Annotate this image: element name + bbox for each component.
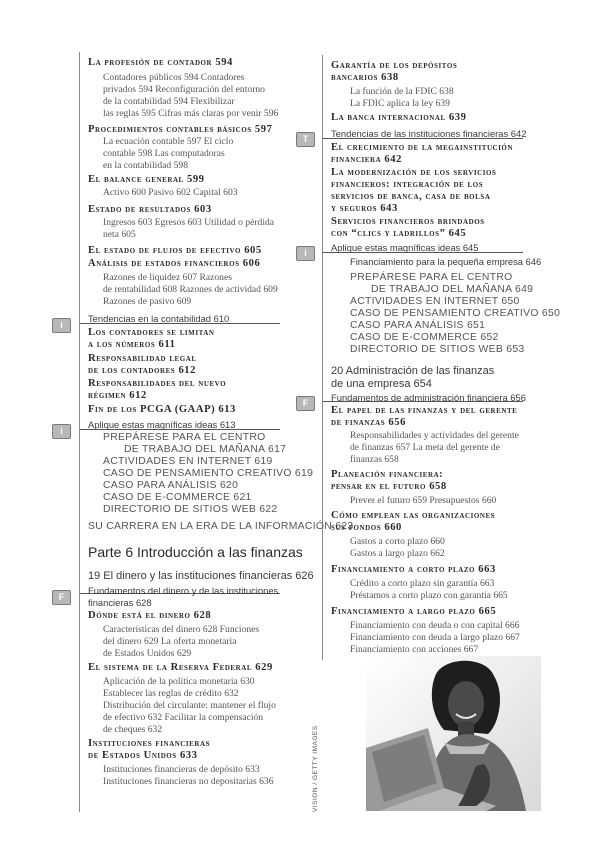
left-toc-entry: Ingresos 603 Egresos 603 Utilidad o pérdida [103, 217, 275, 228]
left-toc-entry: en la contabilidad 598 [103, 160, 188, 171]
right-toc-entry: CASO DE E-COMMERCE 652 [350, 332, 499, 343]
right-toc-heading: Cómo emplean las organizaciones [331, 510, 496, 521]
right-toc-heading: servicios de banca, casa de bolsa [331, 191, 491, 202]
left-toc-entry: Distribución del circulante: mantener el flujo [103, 700, 276, 711]
right-toc-entry: Tendencias de las instituciones financieras 642 [331, 128, 527, 139]
right-toc-entry: Financiamiento con deuda o con capital 666 [350, 620, 520, 631]
right-toc-heading: La banca internacional 639 [331, 112, 467, 123]
right-toc-heading: La modernización de los servicios [331, 167, 497, 178]
left-toc-entry: Instituciones financieras de depósito 633 [103, 764, 260, 775]
right-toc-heading: bancarios 638 [331, 72, 399, 83]
right-toc-entry: de finanzas 657 La meta del gerente de [350, 442, 500, 453]
right-toc-heading: El crecimiento de la megainstitución [331, 142, 514, 153]
right-toc-entry: DIRECTORIO DE SITIOS WEB 653 [350, 344, 525, 355]
left-toc-entry: DE TRABAJO DEL MAÑANA 617 [124, 444, 287, 455]
right-toc-entry: de una empresa 654 [331, 378, 432, 390]
section-badge-icon: F [52, 590, 71, 605]
left-toc-entry: 19 El dinero y las instituciones financieras 626 [88, 570, 314, 582]
left-toc-heading: Análisis de estados financieros 606 [88, 258, 261, 269]
right-toc-heading: y seguros 643 [331, 203, 398, 214]
left-toc-entry: las reglas 595 Cifras más claras por venir 596 [103, 108, 279, 119]
left-toc-entry: Razones de liquidez 607 Razones [103, 272, 232, 283]
left-toc-heading: Los contadores se limitan [88, 327, 215, 338]
left-toc-heading: de los contadores 612 [88, 365, 196, 376]
right-toc-heading: pensar en el futuro 658 [331, 481, 447, 492]
section-badge-icon: i [52, 424, 71, 439]
left-toc-heading: a los números 611 [88, 339, 176, 350]
right-toc-entry: Aplique estas magníficas ideas 645 [331, 242, 479, 253]
left-toc-entry: CASO DE E-COMMERCE 621 [103, 492, 252, 503]
right-toc-entry: La FDIC aplica la ley 639 [350, 98, 450, 109]
left-toc-entry: financieras 628 [88, 597, 152, 608]
left-toc-heading: Procedimientos contables básicos 597 [88, 124, 273, 135]
left-toc-entry: Tendencias en la contabilidad 610 [88, 313, 230, 324]
left-toc-heading: régimen 612 [88, 390, 147, 401]
left-toc-entry: Características del dinero 628 Funciones [103, 624, 260, 635]
right-toc-entry: Financiamiento para la pequeña empresa 646 [350, 256, 542, 267]
left-toc-heading: El estado de flujos de efectivo 605 [88, 245, 262, 256]
left-toc-entry: ACTIVIDADES EN INTERNET 619 [103, 456, 273, 467]
right-toc-heading: con “clics y ladrillos” 645 [331, 228, 467, 239]
left-toc-heading: Fin de los PCGA (GAAP) 613 [88, 404, 236, 415]
section-badge-icon: i [52, 318, 71, 333]
right-toc-heading: sus fondos 660 [331, 522, 402, 533]
right-toc-heading: de finanzas 656 [331, 417, 406, 428]
right-toc-heading: Financiamiento a corto plazo 663 [331, 564, 496, 575]
left-toc-entry: de cheques 632 [103, 724, 163, 735]
section-badge-icon: T [296, 132, 315, 147]
left-toc-entry: CASO DE PENSAMIENTO CREATIVO 619 [103, 468, 314, 479]
left-toc-heading: El balance general 599 [88, 174, 205, 185]
left-toc-entry: DIRECTORIO DE SITIOS WEB 622 [103, 504, 278, 515]
right-toc-heading: El papel de las finanzas y del gerente [331, 405, 518, 416]
left-toc-entry: Aplique estas magníficas ideas 613 [88, 419, 236, 430]
right-toc-heading: financiera 642 [331, 154, 402, 165]
left-toc-heading: Dónde está el dinero 628 [88, 610, 212, 621]
left-toc-entry: Aplicación de la política monetaria 630 [103, 676, 255, 687]
section-badge-icon: i [296, 246, 315, 261]
right-toc-entry: Prever el futuro 659 Presupuestos 660 [350, 495, 497, 506]
left-toc-heading: La profesión de contador 594 [88, 57, 233, 68]
right-toc-entry: CASO PARA ANÁLISIS 651 [350, 320, 486, 331]
left-toc-entry: Instituciones financieras no depositarias 636 [103, 776, 274, 787]
right-toc-entry: Responsabilidades y actividades del gerente [350, 430, 519, 441]
left-toc-entry: PREPÁRESE PARA EL CENTRO [103, 432, 266, 443]
left-toc-entry: La ecuación contable 597 El ciclo [103, 136, 234, 147]
left-toc-heading: Responsabilidades del nuevo [88, 378, 227, 389]
left-toc-entry: CASO PARA ANÁLISIS 620 [103, 480, 239, 491]
right-toc-entry: PREPÁRESE PARA EL CENTRO [350, 272, 513, 283]
right-toc-entry: Financiamiento con acciones 667 [350, 644, 479, 655]
right-toc-entry: Préstamos a corto plazo con garantía 665 [350, 590, 508, 601]
left-toc-heading: Estado de resultados 603 [88, 204, 212, 215]
left-toc-entry: Razones de pasivo 609 [103, 296, 192, 307]
section-badge-icon: F [296, 396, 315, 411]
left-toc-entry: de la contabilidad 594 Flexibilizar [103, 96, 235, 107]
left-toc-heading: Responsabilidad legal [88, 353, 197, 364]
left-toc-entry: Fundamentos del dinero y de las instituciones [88, 585, 279, 596]
right-toc-entry: finanzas 658 [350, 454, 399, 465]
left-toc-entry: contable 598 Las computadoras [103, 148, 225, 159]
left-toc-entry: SU CARRERA EN LA ERA DE LA INFORMACIÓN 623 [88, 521, 354, 532]
left-toc-entry: de efectivo 632 Facilitar la compensación [103, 712, 264, 723]
right-column-rule [322, 55, 323, 660]
right-toc-heading: Garantía de los depósitos [331, 60, 458, 71]
photo-credit: VISION / GETTY IMAGES [312, 725, 319, 812]
left-toc-entry: Parte 6 Introducción a las finanzas [88, 544, 303, 560]
right-toc-entry: La función de la FDIC 638 [350, 86, 454, 97]
right-toc-entry: DE TRABAJO DEL MAÑANA 649 [371, 284, 534, 295]
left-toc-entry: Contadores públicos 594 Contadores [103, 72, 245, 83]
left-toc-entry: de rentabilidad 608 Razones de actividad 609 [103, 284, 278, 295]
left-toc-heading: Instituciones financieras [88, 738, 211, 749]
right-toc-entry: Financiamiento con deuda a largo plazo 667 [350, 632, 520, 643]
woman-with-laptop-photo [366, 656, 541, 811]
right-toc-entry: 20 Administración de las finanzas [331, 365, 495, 377]
right-toc-heading: Planeación financiera: [331, 469, 444, 480]
right-toc-entry: ACTIVIDADES EN INTERNET 650 [350, 296, 520, 307]
right-toc-entry: Crédito a corto plazo sin garantía 663 [350, 578, 495, 589]
left-toc-heading: de Estados Unidos 633 [88, 750, 198, 761]
left-toc-entry: Establecer las reglas de crédito 632 [103, 688, 239, 699]
right-toc-heading: Financiamiento a largo plazo 665 [331, 606, 497, 617]
left-toc-entry: neta 605 [103, 229, 136, 240]
left-toc-entry: privados 594 Reconfiguración del entorno [103, 84, 265, 95]
right-toc-entry: Gastos a largo plazo 662 [350, 548, 445, 559]
right-toc-heading: Servicios financieros brindados [331, 216, 485, 227]
left-column-rule [79, 52, 80, 812]
right-toc-entry: CASO DE PENSAMIENTO CREATIVO 650 [350, 308, 561, 319]
left-toc-heading: El sistema de la Reserva Federal 629 [88, 662, 273, 673]
left-toc-entry: de Estados Unidos 629 [103, 648, 192, 659]
right-toc-heading: financieros: integración de los [331, 179, 484, 190]
left-toc-entry: Activo 600 Pasivo 602 Capital 603 [103, 187, 238, 198]
right-toc-entry: Gastos a corto plazo 660 [350, 536, 445, 547]
left-toc-entry: del dinero 629 La oferta monetaria [103, 636, 237, 647]
right-toc-entry: Fundamentos de administración financiera 656 [331, 392, 526, 403]
